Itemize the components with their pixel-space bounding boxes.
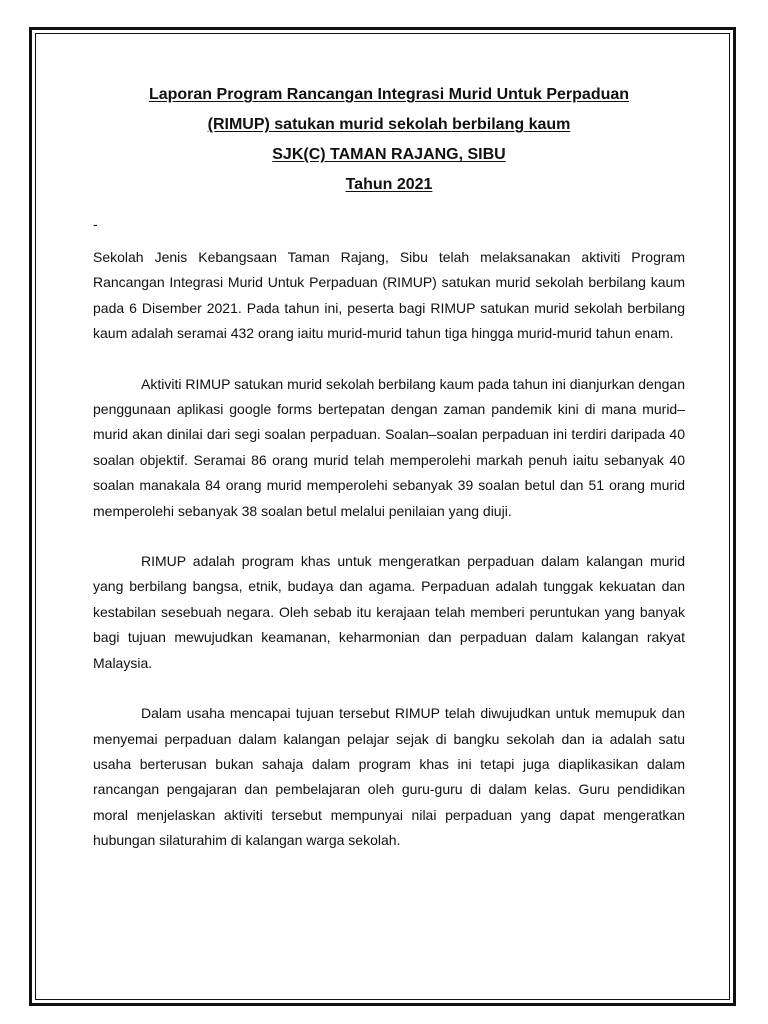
title-line-3: SJK(C) TAMAN RAJANG, SIBU bbox=[272, 146, 506, 163]
title-line-4: Tahun 2021 bbox=[345, 176, 433, 193]
separator-dash: - bbox=[93, 216, 98, 232]
document-body bbox=[93, 80, 685, 854]
document-title bbox=[93, 80, 685, 200]
title-line-2: (RIMUP) satukan murid sekolah berbilang kaum bbox=[207, 116, 571, 133]
paragraph-4: Dalam usaha mencapai tujuan tersebut RIMUP telah diwujudkan untuk memupuk dan menyemai perpaduan dalam kalangan pelajar sejak di bangku sekolah dan ia adalah satu usaha berterusan bukan sahaja dalam program khas ini tetapi juga diaplikasikan dalam rancangan pengajaran dan pembelajaran oleh guru-guru di dalam kelas. Guru pendidikan moral menjelaskan aktiviti tersebut mempunyai nilai perpaduan yang dapat mengeratkan hubungan silaturahim di kalangan warga sekolah. bbox=[93, 705, 685, 849]
paragraph-2: Aktiviti RIMUP satukan murid sekolah berbilang kaum pada tahun ini dianjurkan dengan penggunaan aplikasi google forms bertepatan dengan zaman pandemik kini di mana murid–murid akan dinilai dari segi soalan perpaduan. Soalan–soalan perpaduan ini terdiri daripada 40 soalan objektif. Seramai 86 orang murid telah memperolehi markah penuh iaitu sebanyak 40 soalan manakala 84 orang murid memperolehi sebanyak 39 soalan betul dan 51 orang murid memperolehi sebanyak 38 soalan betul melalui penilaian yang diuji. bbox=[93, 375, 685, 519]
paragraph-3: RIMUP adalah program khas untuk mengeratkan perpaduan dalam kalangan murid yang berbilang bangsa, etnik, budaya dan agama. Perpaduan adalah tunggak kekuatan dan kestabilan sesebuah negara. Oleh sebab itu kerajaan telah memberi peruntukan yang banyak bagi tujuan mewujudkan keamanan, keharmonian dan perpaduan dalam kalangan rakyat Malaysia. bbox=[93, 553, 685, 671]
title-line-1: Laporan Program Rancangan Integrasi Murid Untuk Perpaduan bbox=[148, 86, 630, 103]
paragraph-1: Sekolah Jenis Kebangsaan Taman Rajang, Sibu telah melaksanakan aktiviti Program Rancangan Integrasi Murid Untuk Perpaduan (RIMUP) satukan murid sekolah berbilang kaum pada 6 Disember 2021. Pada tahun ini, peserta bagi RIMUP satukan murid sekolah berbilang kaum adalah seramai 432 orang iaitu murid-murid tahun tiga hingga murid-murid tahun enam. bbox=[93, 249, 685, 342]
